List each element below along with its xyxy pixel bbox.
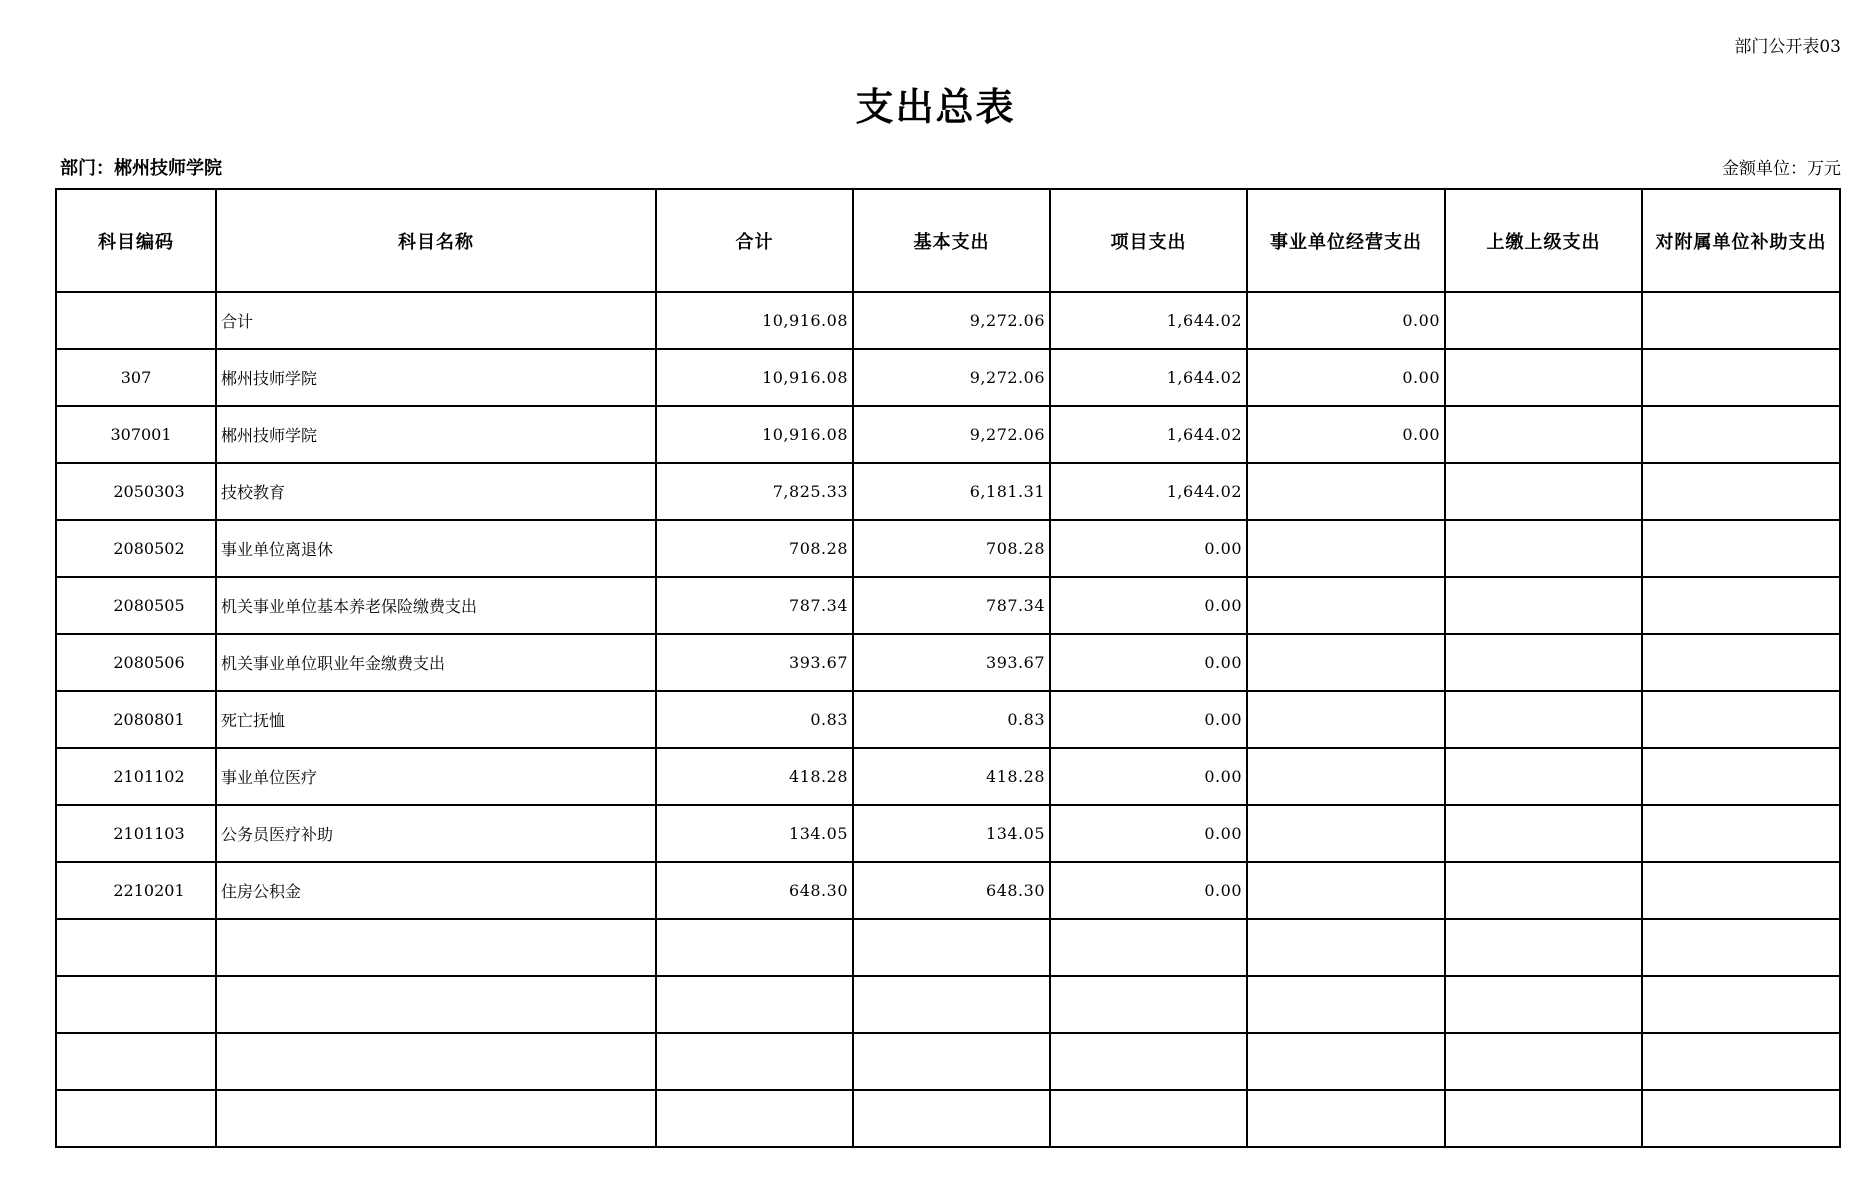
cell-subsidy bbox=[1642, 1090, 1840, 1147]
cell-business bbox=[1247, 1033, 1445, 1090]
cell-project: 1,644.02 bbox=[1050, 463, 1247, 520]
cell-code: 307001 bbox=[56, 406, 216, 463]
cell-project bbox=[1050, 1033, 1247, 1090]
cell-basic: 418.28 bbox=[853, 748, 1050, 805]
table-header-row bbox=[56, 189, 1840, 292]
table-row bbox=[56, 577, 1840, 634]
table-row bbox=[56, 520, 1840, 577]
cell-project: 1,644.02 bbox=[1050, 349, 1247, 406]
cell-basic: 708.28 bbox=[853, 520, 1050, 577]
cell-subsidy bbox=[1642, 748, 1840, 805]
table-row bbox=[56, 976, 1840, 1033]
cell-total: 10,916.08 bbox=[656, 292, 853, 349]
cell-basic: 787.34 bbox=[853, 577, 1050, 634]
cell-total: 648.30 bbox=[656, 862, 853, 919]
cell-subsidy bbox=[1642, 292, 1840, 349]
cell-business bbox=[1247, 919, 1445, 976]
cell-name: 合计 bbox=[216, 292, 656, 349]
cell-business bbox=[1247, 463, 1445, 520]
cell-subsidy bbox=[1642, 406, 1840, 463]
cell-subsidy bbox=[1642, 349, 1840, 406]
cell-code: 307 bbox=[56, 349, 216, 406]
cell-total: 134.05 bbox=[656, 805, 853, 862]
cell-name: 事业单位离退休 bbox=[216, 520, 656, 577]
cell-business bbox=[1247, 805, 1445, 862]
table-row bbox=[56, 1033, 1840, 1090]
cell-code bbox=[56, 919, 216, 976]
cell-business: 0.00 bbox=[1247, 349, 1445, 406]
cell-name bbox=[216, 1033, 656, 1090]
cell-name: 住房公积金 bbox=[216, 862, 656, 919]
cell-project: 0.00 bbox=[1050, 634, 1247, 691]
cell-total: 10,916.08 bbox=[656, 349, 853, 406]
column-header-basic: 基本支出 bbox=[853, 189, 1050, 292]
cell-upper bbox=[1445, 634, 1642, 691]
cell-business bbox=[1247, 976, 1445, 1033]
cell-subsidy bbox=[1642, 805, 1840, 862]
column-header-subsidy: 对附属单位补助支出 bbox=[1642, 189, 1840, 292]
cell-project: 1,644.02 bbox=[1050, 406, 1247, 463]
cell-project: 0.00 bbox=[1050, 577, 1247, 634]
cell-basic: 134.05 bbox=[853, 805, 1050, 862]
cell-code bbox=[56, 1090, 216, 1147]
cell-subsidy bbox=[1642, 520, 1840, 577]
column-header-project: 项目支出 bbox=[1050, 189, 1247, 292]
cell-code: 2080502 bbox=[56, 520, 216, 577]
cell-business: 0.00 bbox=[1247, 406, 1445, 463]
cell-total bbox=[656, 976, 853, 1033]
table-body bbox=[56, 292, 1840, 1147]
cell-project bbox=[1050, 919, 1247, 976]
cell-total: 418.28 bbox=[656, 748, 853, 805]
cell-subsidy bbox=[1642, 577, 1840, 634]
cell-subsidy bbox=[1642, 1033, 1840, 1090]
cell-project: 0.00 bbox=[1050, 520, 1247, 577]
cell-code: 2080801 bbox=[56, 691, 216, 748]
cell-project bbox=[1050, 976, 1247, 1033]
cell-business bbox=[1247, 748, 1445, 805]
cell-total bbox=[656, 1090, 853, 1147]
cell-name bbox=[216, 1090, 656, 1147]
cell-project: 0.00 bbox=[1050, 862, 1247, 919]
cell-project bbox=[1050, 1090, 1247, 1147]
unit-label: 金额单位：万元 bbox=[1722, 159, 1841, 179]
table-row bbox=[56, 919, 1840, 976]
cell-code: 2101103 bbox=[56, 805, 216, 862]
cell-basic bbox=[853, 919, 1050, 976]
cell-code: 2080506 bbox=[56, 634, 216, 691]
cell-basic: 9,272.06 bbox=[853, 349, 1050, 406]
cell-business bbox=[1247, 634, 1445, 691]
cell-upper bbox=[1445, 976, 1642, 1033]
department-label: 部门：郴州技师学院 bbox=[60, 158, 222, 179]
column-header-upper: 上缴上级支出 bbox=[1445, 189, 1642, 292]
cell-name: 郴州技师学院 bbox=[216, 406, 656, 463]
table-row bbox=[56, 1090, 1840, 1147]
cell-upper bbox=[1445, 520, 1642, 577]
cell-total bbox=[656, 919, 853, 976]
table-row bbox=[56, 634, 1840, 691]
form-number: 部门公开表03 bbox=[1734, 37, 1841, 57]
table-row bbox=[56, 748, 1840, 805]
cell-upper bbox=[1445, 1033, 1642, 1090]
cell-subsidy bbox=[1642, 919, 1840, 976]
cell-business bbox=[1247, 862, 1445, 919]
cell-name: 技校教育 bbox=[216, 463, 656, 520]
cell-total: 0.83 bbox=[656, 691, 853, 748]
cell-subsidy bbox=[1642, 634, 1840, 691]
column-header-total: 合计 bbox=[656, 189, 853, 292]
cell-business bbox=[1247, 691, 1445, 748]
cell-upper bbox=[1445, 919, 1642, 976]
cell-name: 死亡抚恤 bbox=[216, 691, 656, 748]
cell-total: 787.34 bbox=[656, 577, 853, 634]
cell-basic: 393.67 bbox=[853, 634, 1050, 691]
cell-code: 2050303 bbox=[56, 463, 216, 520]
cell-upper bbox=[1445, 748, 1642, 805]
cell-subsidy bbox=[1642, 691, 1840, 748]
column-header-name: 科目名称 bbox=[216, 189, 656, 292]
table-row bbox=[56, 463, 1840, 520]
cell-code bbox=[56, 1033, 216, 1090]
cell-basic: 6,181.31 bbox=[853, 463, 1050, 520]
table-row bbox=[56, 805, 1840, 862]
cell-total bbox=[656, 1033, 853, 1090]
table-row bbox=[56, 292, 1840, 349]
cell-basic: 0.83 bbox=[853, 691, 1050, 748]
cell-basic bbox=[853, 1033, 1050, 1090]
cell-total: 393.67 bbox=[656, 634, 853, 691]
cell-basic bbox=[853, 1090, 1050, 1147]
cell-total: 708.28 bbox=[656, 520, 853, 577]
cell-name: 机关事业单位职业年金缴费支出 bbox=[216, 634, 656, 691]
cell-total: 10,916.08 bbox=[656, 406, 853, 463]
cell-code: 2101102 bbox=[56, 748, 216, 805]
cell-name: 郴州技师学院 bbox=[216, 349, 656, 406]
cell-business bbox=[1247, 1090, 1445, 1147]
table-row bbox=[56, 349, 1840, 406]
cell-code: 2080505 bbox=[56, 577, 216, 634]
table-row bbox=[56, 406, 1840, 463]
cell-project: 0.00 bbox=[1050, 805, 1247, 862]
cell-upper bbox=[1445, 577, 1642, 634]
cell-name: 公务员医疗补助 bbox=[216, 805, 656, 862]
cell-subsidy bbox=[1642, 862, 1840, 919]
column-header-code: 科目编码 bbox=[56, 189, 216, 292]
cell-project: 0.00 bbox=[1050, 691, 1247, 748]
cell-basic: 648.30 bbox=[853, 862, 1050, 919]
cell-code: 2210201 bbox=[56, 862, 216, 919]
cell-business bbox=[1247, 520, 1445, 577]
cell-upper bbox=[1445, 691, 1642, 748]
cell-basic: 9,272.06 bbox=[853, 292, 1050, 349]
cell-subsidy bbox=[1642, 976, 1840, 1033]
column-header-business: 事业单位经营支出 bbox=[1247, 189, 1445, 292]
cell-business bbox=[1247, 577, 1445, 634]
cell-business: 0.00 bbox=[1247, 292, 1445, 349]
cell-upper bbox=[1445, 805, 1642, 862]
cell-name bbox=[216, 976, 656, 1033]
cell-upper bbox=[1445, 1090, 1642, 1147]
cell-upper bbox=[1445, 862, 1642, 919]
cell-upper bbox=[1445, 406, 1642, 463]
cell-upper bbox=[1445, 292, 1642, 349]
expenditure-table bbox=[55, 188, 1841, 1148]
cell-upper bbox=[1445, 463, 1642, 520]
cell-name bbox=[216, 919, 656, 976]
cell-basic bbox=[853, 976, 1050, 1033]
cell-code bbox=[56, 976, 216, 1033]
cell-upper bbox=[1445, 349, 1642, 406]
cell-code bbox=[56, 292, 216, 349]
cell-name: 事业单位医疗 bbox=[216, 748, 656, 805]
cell-project: 0.00 bbox=[1050, 748, 1247, 805]
cell-name: 机关事业单位基本养老保险缴费支出 bbox=[216, 577, 656, 634]
table-row bbox=[56, 862, 1840, 919]
cell-project: 1,644.02 bbox=[1050, 292, 1247, 349]
cell-subsidy bbox=[1642, 463, 1840, 520]
cell-total: 7,825.33 bbox=[656, 463, 853, 520]
cell-basic: 9,272.06 bbox=[853, 406, 1050, 463]
table-row bbox=[56, 691, 1840, 748]
page-title: 支出总表 bbox=[855, 85, 1016, 129]
